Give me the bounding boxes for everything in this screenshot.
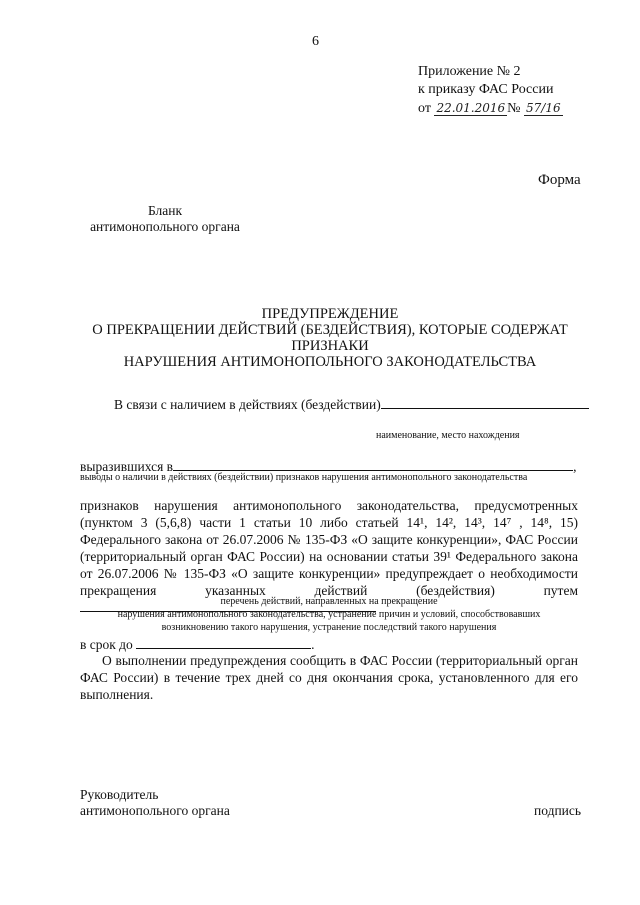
letterhead-blank	[80, 203, 250, 235]
expressed-blank-line	[173, 458, 573, 471]
deadline-blank-line	[136, 636, 311, 649]
intro-line	[114, 396, 589, 413]
date-prefix: от	[418, 101, 431, 116]
deadline-period: .	[311, 637, 315, 652]
expressed-text: выразившихся в	[80, 459, 174, 474]
signatory-line-2: антимонопольного органа	[80, 803, 230, 818]
handwritten-date: 22.01.2016	[436, 101, 506, 115]
intro-text: В связи с наличием в действиях (бездействии)	[114, 397, 381, 412]
blank-authority: антимонопольного органа	[90, 219, 240, 234]
main-paragraph-text: признаков нарушения антимонопольного законодательства, предусмотренных (пунктом 3 (5,6,8) части 1 статьи 10 либо статьей 14¹, 14², 14³, 14⁷ , 14⁸, 15) Федерального закона от 26.07.2006 № 135-ФЗ «О защите конкуренции», ФАС России (территориальный орган ФАС России) на основании статьи 39¹ Федерального закона от 26.07.2006 № 135-ФЗ «О защите конкуренции» предупреждает о необходимости прекращения указанных действий (бездействия) путем	[80, 498, 578, 598]
expressed-line: выразившихся в ,	[80, 459, 577, 474]
handwritten-number: 57/16	[526, 101, 561, 115]
signatory-line-1: Руководитель	[80, 787, 159, 802]
caption-name: наименование, место нахождения	[376, 430, 520, 441]
title-line-3: НАРУШЕНИЯ АНТИМОНОПОЛЬНОГО ЗАКОНОДАТЕЛЬСТВА	[123, 354, 537, 370]
deadline-text: в срок до	[80, 637, 133, 652]
appendix-header	[418, 64, 563, 117]
title-line-2: О ПРЕКРАЩЕНИИ ДЕЙСТВИЙ (БЕЗДЕЙСТВИЯ), КОТОРЫЕ СОДЕРЖАТ ПРИЗНАКИ	[92, 322, 568, 354]
caption-conclusions: выводы о наличии в действиях (бездействии) признаков нарушения антимонопольного законодательства	[80, 472, 528, 483]
caption-actions-line-3: возникновению такого нарушения, устранение последствий такого нарушения	[161, 622, 497, 633]
appendix-title: Приложение № 2	[418, 64, 521, 79]
intro-blank-line	[381, 396, 589, 409]
appendix-order-ref: к приказу ФАС России	[418, 82, 554, 97]
deadline-line	[80, 636, 315, 653]
caption-actions-line-2: нарушения антимонопольного законодательства, устранение причин и условий, способствовавших	[117, 609, 541, 620]
page-number: 6	[312, 34, 319, 49]
title-line-1: ПРЕДУПРЕЖДЕНИЕ	[261, 306, 399, 322]
caption-actions-line-1: перечень действий, направленных на прекращение	[220, 596, 438, 607]
fulfillment-paragraph: О выполнении предупреждения сообщить в ФАС России (территориальный орган ФАС России) в течение трех дней со дня окончания срока, установленного для его выполнения.	[80, 653, 578, 702]
appendix-date-number	[418, 100, 563, 117]
number-sign: №	[507, 101, 521, 116]
signatory-title	[80, 787, 230, 819]
caption-actions	[80, 595, 578, 634]
signature-label: подпись	[534, 803, 582, 818]
blank-label: Бланк	[147, 203, 183, 218]
document-title	[60, 306, 600, 370]
form-label: Форма	[538, 172, 581, 188]
